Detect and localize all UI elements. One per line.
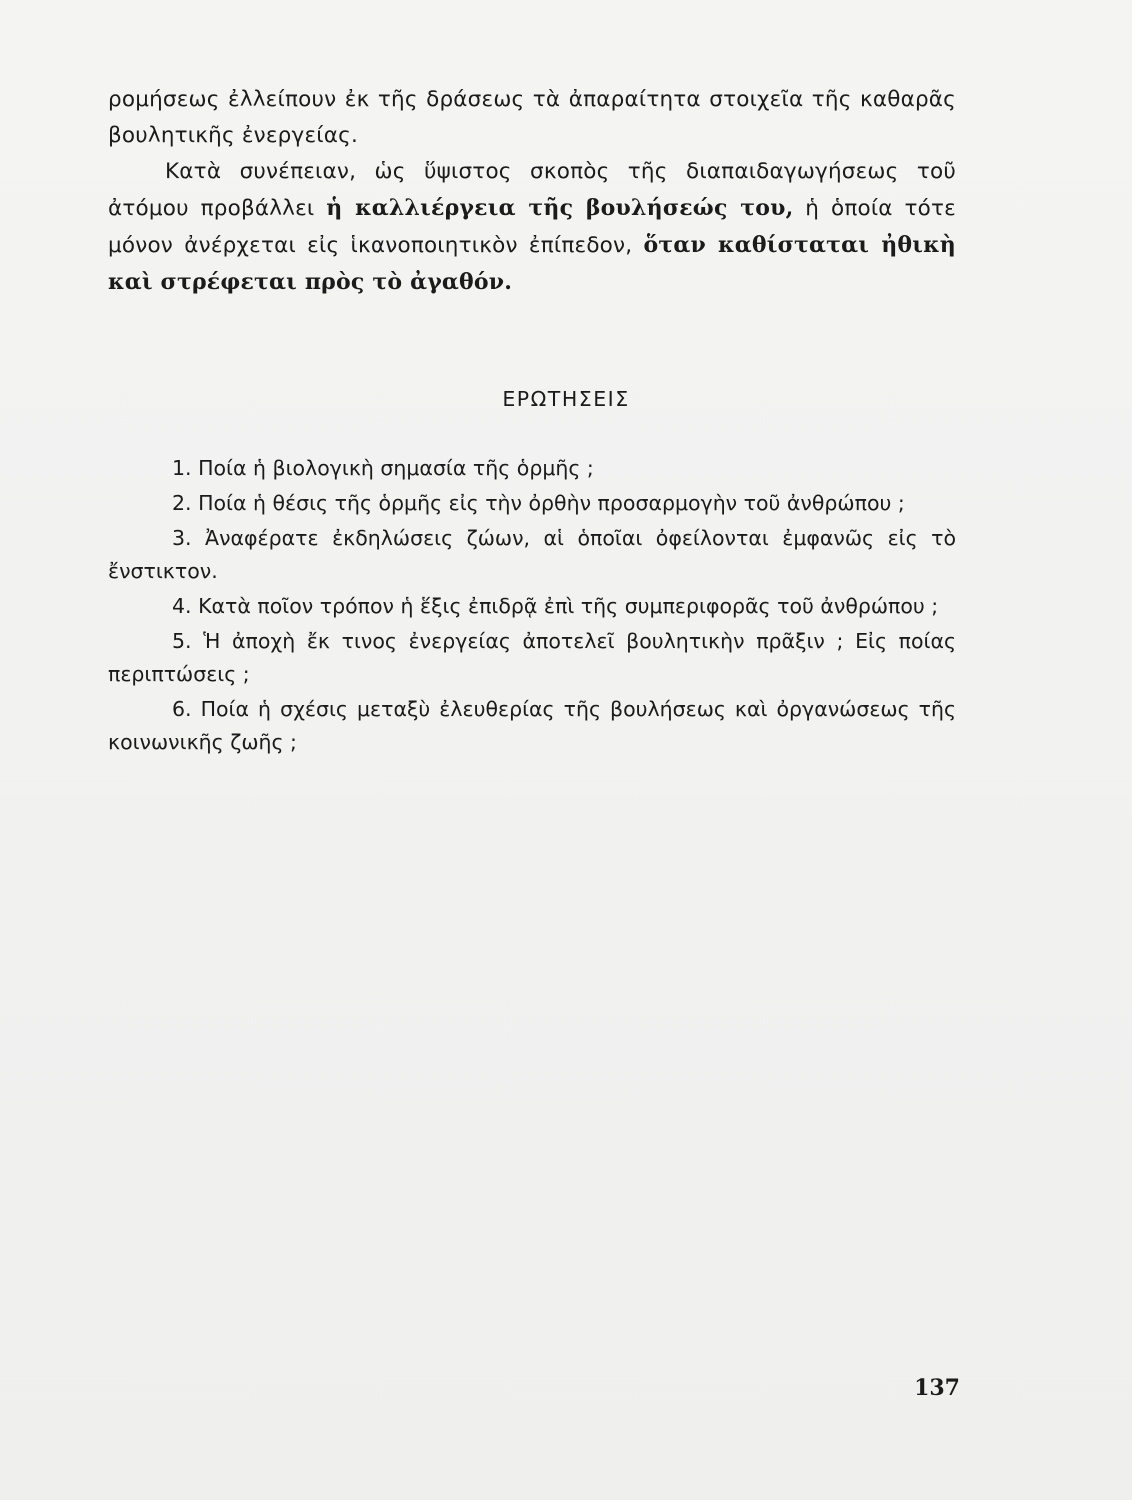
section-heading: ΕΡΩΤΗΣΕΙΣ [502,387,630,411]
question-item: 6. Ποία ἡ σχέσις μεταξὺ ἐλευθερίας τῆς βουλήσεως καὶ ὀργανώσεως τῆς κοινωνικῆς ζωῆς ; [108,697,956,754]
question-item: 2. Ποία ἡ θέσις τῆς ὁρμῆς εἰς τὴν ὀρθὴν προσαρμογὴν τοῦ ἀνθρώπου ; [172,491,905,515]
paragraph-1: ρομήσεως ἐλλείπουν ἐκ τῆς δράσεως τὰ ἀπαραίτητα στοιχεῖα τῆς καθαρᾶς βουλητικῆς ἐνεργείας. [108,87,956,148]
question-item: 5. Ἡ ἀποχὴ ἔκ τινος ἐνεργείας ἀποτελεῖ βουλητικὴν πρᾶξιν ; Εἰς ποίας περιπτώσεις ; [108,629,956,686]
questions-list [108,452,956,759]
page-number: 137 [914,1375,960,1401]
paragraph-2-part-2: ἡ ὁποία τότε μόνον ἀνέρχεται εἰς ἱκανοποιητικὸν ἐπίπεδον, [108,196,956,258]
question-item: 4. Κατὰ ποῖον τρόπον ἡ ἕξις ἐπιδρᾷ ἐπὶ τῆς συμπεριφορᾶς τοῦ ἀνθρώπου ; [172,594,939,618]
paragraph-2-part-1: Κατὰ συνέπειαν, ὡς ὕψιστος σκοπὸς τῆς διαπαιδαγωγήσεως τοῦ ἀτόμου προβάλλει [108,159,956,221]
paragraph-2-bold-2: ὅταν καθίσταται ἠθικὴ καὶ στρέφεται πρὸς τὸ ἀγαθόν. [108,232,956,295]
question-item: 3. Ἀναφέρατε ἐκδηλώσεις ζώων, αἱ ὁποῖαι ὀφείλονται ἐμφανῶς εἰς τὸ ἔνστικτον. [108,526,956,583]
paragraph-2 [108,154,956,301]
body-text [108,82,956,301]
paragraph-2-bold-1: ἡ καλλιέργεια τῆς βουλήσεώς του, [326,195,794,221]
question-item: 1. Ποία ἡ βιολογικὴ σημασία τῆς ὁρμῆς ; [172,456,594,480]
